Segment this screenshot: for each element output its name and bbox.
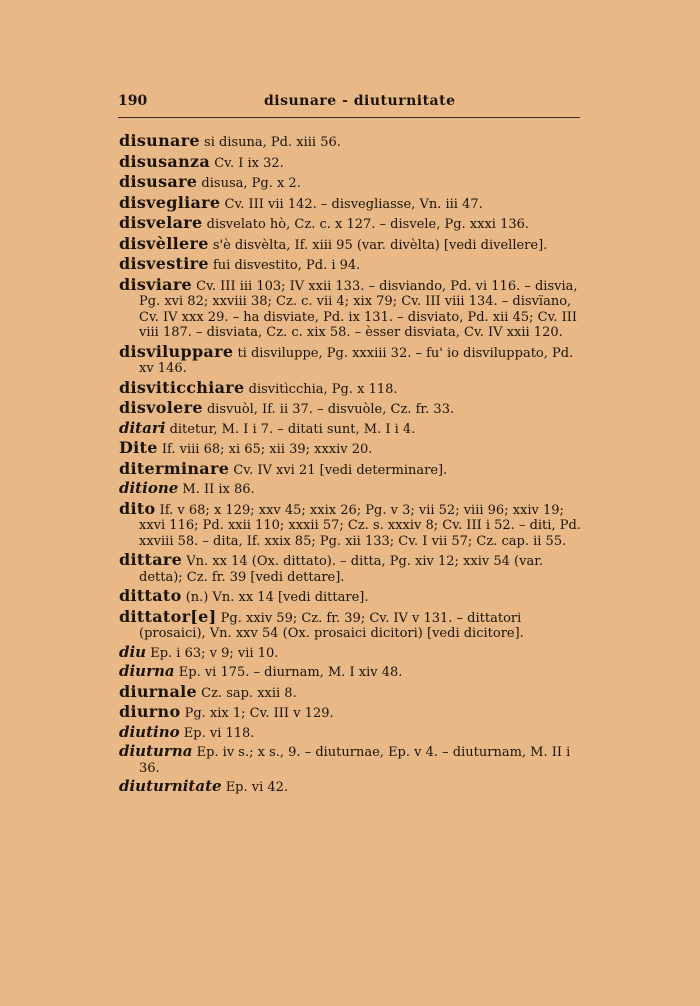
entry-text: M. II ix 86. bbox=[178, 482, 255, 497]
entry-text: si disuna, Pd. xiii 56. bbox=[199, 135, 341, 150]
entry-text: Ep. vi 42. bbox=[221, 780, 289, 795]
header-rule bbox=[118, 117, 580, 118]
headword: diurnale bbox=[119, 681, 197, 701]
entry bbox=[119, 341, 581, 377]
headword: disvèllere bbox=[119, 233, 209, 253]
headword: ditari bbox=[119, 418, 166, 437]
entry-text: If. v 68; x 129; xxv 45; xxix 26; Pg. v 3; vii 52; viii 96; xxiv 19; xxvi 116; Pd. xxii 110; xxxii 57; Cz. s. xxxiv 8; Cv. III i 52. – diti, Pd. xxviii 58. – dita, If. xxix 85; Pg. xii 133; Cv. I vii 57; Cz. cap. ii 55. bbox=[139, 502, 581, 549]
entry bbox=[119, 233, 581, 254]
entry bbox=[119, 664, 581, 681]
entry-text: Vn. xx 14 (Ox. dittato). – ditta, Pg. xiv 12; xxiv 54 (var. detta); Cz. fr. 39 [vedi dettare]. bbox=[139, 554, 544, 585]
entry bbox=[119, 779, 581, 796]
headword: ditione bbox=[119, 479, 179, 497]
headword: dittare bbox=[119, 550, 183, 569]
entry bbox=[119, 400, 581, 418]
headword: disvelare bbox=[119, 213, 203, 232]
headword: diu bbox=[119, 642, 147, 661]
entry bbox=[119, 458, 581, 479]
entry bbox=[119, 681, 581, 702]
headword: disusare bbox=[119, 172, 198, 191]
entry-text: Cv. III iii 103; IV xxii 133. – disviando, Pd. vi 116. – disvia, Pg. xvi 82; xxviii 38; Cz. c. vii 4; xix 79; Cv. III viii 134. – disvïano, Cv. IV xxx 29. – ha disviate, Pd. ix 131. – disviato, Pd. xii 45; Cv. III viii 187. – disviata, Cz. c. xix 58. – èsser disviata, Cv. IV xxii 120. bbox=[139, 278, 578, 340]
headword: diterminare bbox=[119, 458, 230, 478]
entry-text: Ep. iv s.; x s., 9. – diuturnae, Ep. v 4. – diuturnam, M. II i 36. bbox=[139, 745, 571, 776]
entry bbox=[119, 704, 581, 722]
entry-text: Cv. I ix 32. bbox=[210, 155, 284, 171]
entry-text: disvuòl, If. ii 37. – disvuòle, Cz. fr. 33. bbox=[202, 402, 455, 417]
entry bbox=[119, 606, 581, 642]
headword: disunare bbox=[119, 131, 200, 150]
entry bbox=[119, 481, 581, 498]
entry-text: fui disvestito, Pd. i 94. bbox=[208, 258, 361, 273]
entry bbox=[119, 552, 581, 585]
entry-text: Cz. sap. xxii 8. bbox=[197, 685, 297, 701]
headword: disvestire bbox=[119, 254, 209, 273]
headword: dittato bbox=[119, 586, 182, 605]
entry-text: Cv. III vii 142. – disvegliasse, Vn. iii 47. bbox=[220, 196, 483, 212]
entry bbox=[119, 133, 581, 151]
running-title: disunare - diuturnitate bbox=[264, 93, 456, 109]
entry-text: ti disviluppe, Pg. xxxiii 32. – fu' io disviluppato, Pd. xv 146. bbox=[139, 345, 574, 376]
entry bbox=[119, 722, 581, 742]
entry-text: Ep. i 63; v 9; vii 10. bbox=[146, 645, 279, 661]
entry bbox=[119, 440, 581, 458]
entry-text: Ep. vi 175. – diurnam, M. I xiv 48. bbox=[174, 665, 403, 680]
headword: dittator[e] bbox=[119, 606, 217, 626]
headword: disviticchiare bbox=[119, 377, 245, 397]
entry-list bbox=[119, 133, 581, 799]
headword: diuturna bbox=[119, 742, 193, 760]
entry-text: Ep. vi 118. bbox=[179, 725, 255, 741]
entry bbox=[119, 215, 581, 233]
entry bbox=[119, 151, 581, 172]
entry bbox=[119, 256, 581, 274]
headword: diuturnitate bbox=[119, 777, 222, 795]
entry bbox=[119, 418, 581, 438]
headword: dito bbox=[119, 498, 156, 518]
headword: Dite bbox=[119, 438, 158, 457]
headword: diurno bbox=[119, 702, 181, 721]
headword: disvegliare bbox=[119, 192, 221, 212]
headword: disvolere bbox=[119, 398, 203, 417]
headword: disviare bbox=[119, 274, 193, 294]
entry-text: If. viii 68; xi 65; xii 39; xxxiv 20. bbox=[157, 442, 373, 457]
entry-text: (n.) Vn. xx 14 [vedi dittare]. bbox=[181, 590, 369, 605]
entry bbox=[119, 642, 581, 662]
headword: diutino bbox=[119, 722, 180, 741]
entry-text: disvelato hò, Cz. c. x 127. – disvele, Pg. xxxi 136. bbox=[202, 217, 530, 232]
entry bbox=[119, 174, 581, 192]
page-number: 190 bbox=[118, 93, 148, 109]
entry-text: s'è disvèlta, If. xiii 95 (var. divèlta) [vedi divellere]. bbox=[208, 237, 548, 253]
page-header bbox=[118, 93, 580, 113]
entry-text: ditetur, M. I i 7. – ditati sunt, M. I i 4. bbox=[165, 421, 416, 437]
headword: disusanza bbox=[119, 151, 211, 171]
entry bbox=[119, 744, 581, 776]
entry-text: Pg. xix 1; Cv. III v 129. bbox=[180, 706, 334, 721]
entry bbox=[119, 498, 581, 550]
entry bbox=[119, 274, 581, 341]
headword: disviluppare bbox=[119, 341, 234, 361]
entry bbox=[119, 192, 581, 213]
entry bbox=[119, 588, 581, 606]
entry-text: Cv. IV xvi 21 [vedi determinare]. bbox=[229, 462, 448, 478]
headword: diurna bbox=[119, 662, 175, 680]
entry bbox=[119, 377, 581, 398]
entry-text: disusa, Pg. x 2. bbox=[197, 176, 301, 191]
entry-text: Pg. xxiv 59; Cz. fr. 39; Cv. IV v 131. – dittatori (prosaici), Vn. xxv 54 (Ox. prosaici dicitori) [vedi dicitore]. bbox=[139, 610, 524, 641]
entry-text: disvitìcchia, Pg. x 118. bbox=[244, 381, 398, 397]
